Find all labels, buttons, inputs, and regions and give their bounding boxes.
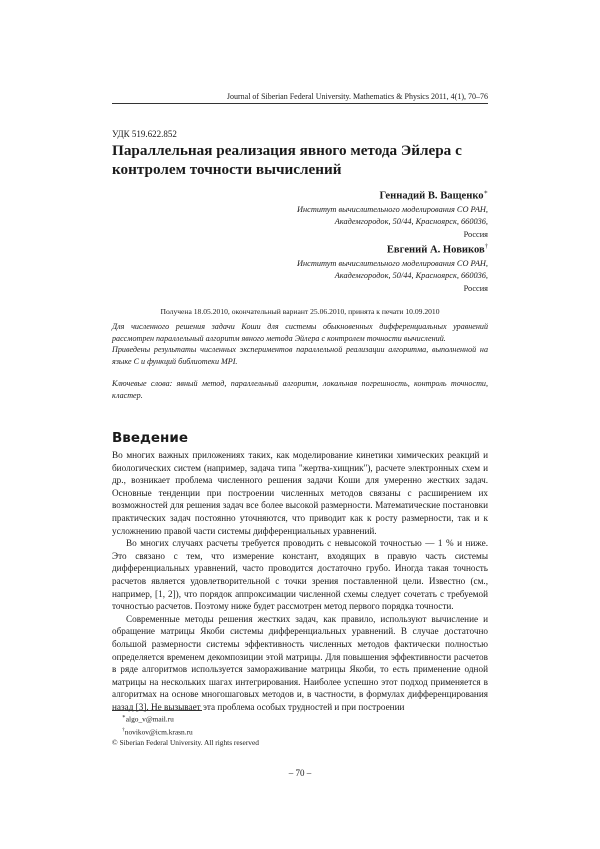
footnote-rule <box>112 710 202 711</box>
author-name: Евгений А. Новиков† <box>386 243 488 256</box>
author-block-2 <box>228 240 488 295</box>
body-paragraph: Современные методы решения жестких задач, как правило, используют вычисление и обращение матрицы Якоби системы дифференциальных уравнений. В случае достаточно большой размерности системы эффективность численных методов фактически полностью определяется временем декомпозиции этой матрицы. Для повышения эффективности расчетов в ряде алгоритмов используется замораживание матрицы Якоби, то есть применение одной матрицы на нескольких шагах интегрирования. Наиболее успешно этот подход применяется в алгоритмах на основе многошаговых методов и, в частности, в формулах дифференцирования назад [3]. Не вызывает эта проблема особых трудностей и при построении <box>112 613 488 712</box>
author-affiliation: Институт вычислительного моделирования СО РАН, <box>297 258 488 268</box>
received-dates: Получена 18.05.2010, окончательный вариант 25.06.2010, принята к печати 10.09.2010 <box>160 307 440 316</box>
footnotes <box>112 712 259 748</box>
author-footnote-mark: † <box>484 243 488 250</box>
abstract-paragraph: Приведены результаты численных экспериментов параллельной реализации алгоритма, выполненной на языке C и функций библиотеки MPI. <box>112 345 488 366</box>
copyright-notice: © Siberian Federal University. All rights reserved <box>112 737 259 747</box>
author-affiliation: Институт вычислительного моделирования СО РАН, <box>297 204 488 214</box>
author-country: Россия <box>463 229 488 239</box>
footnote-email-1: ∗algo_v@mail.ru <box>122 714 174 724</box>
udk-code: УДК 519.622.852 <box>112 129 177 139</box>
section-title: Введение <box>112 430 188 446</box>
body-paragraph: Во многих случаях расчеты требуется проводить с невысокой точностью — 1 % и ниже. Это связано с тем, что измерение констант, входящих в правую часть системы дифференциальных уравнений, часто проводится достаточно грубо. Иногда такая точность расчетов является удовлетворительной с точки зрения поставленной цели. Известно (см., например, [1, 2]), что порядок аппроксимации численной схемы следует сочетать с требуемой точностью расчетов. Поэтому ниже будет рассмотрен метод первого порядка точности. <box>112 538 488 612</box>
header-rule <box>112 103 488 104</box>
keywords: Ключевые слова: явный метод, параллельный алгоритм, локальная погрешность, контроль точности, кластер. <box>112 379 488 400</box>
author-name: Геннадий В. Ващенко∗ <box>379 189 488 202</box>
paper-title: Параллельная реализация явного метода Эйлера с контролем точности вычислений <box>112 142 462 178</box>
journal-header: Journal of Siberian Federal University. Mathematics & Physics 2011, 4(1), 70–76 <box>226 92 488 101</box>
abstract <box>112 321 488 367</box>
author-footnote-mark: ∗ <box>483 189 488 196</box>
section-body <box>112 449 488 713</box>
abstract-paragraph: Для численного решения задачи Коши для системы обыкновенных дифференциальных уравнений рассмотрен параллельный алгоритм явного метода Эйлера с контролем точности вычислений. <box>112 322 488 343</box>
author-country: Россия <box>463 283 488 293</box>
page-number: – 70 – <box>288 768 312 778</box>
author-block-1 <box>228 186 488 241</box>
body-paragraph: Во многих важных приложениях таких, как моделирование кинетики химических реакций и биологических систем (например, задача типа "жертва-хищник"), расчете электронных схем и др., возникает проблема численного решения задачи Коши для умеренно жестких задач. Основные тенденции при построении численных методов связаны с расширением их возможностей для решения задач все более высокой размерности. Математические постановки практических задач постоянно уточняются, что приводит как к росту размерности, так и к усложнению правой части системы дифференциальных уравнений. <box>112 450 488 536</box>
footnote-email-2: †novikov@icm.krasn.ru <box>122 726 193 737</box>
author-address: Академгородок, 50/44, Красноярск, 660036, <box>334 271 488 281</box>
author-address: Академгородок, 50/44, Красноярск, 660036, <box>334 217 488 227</box>
